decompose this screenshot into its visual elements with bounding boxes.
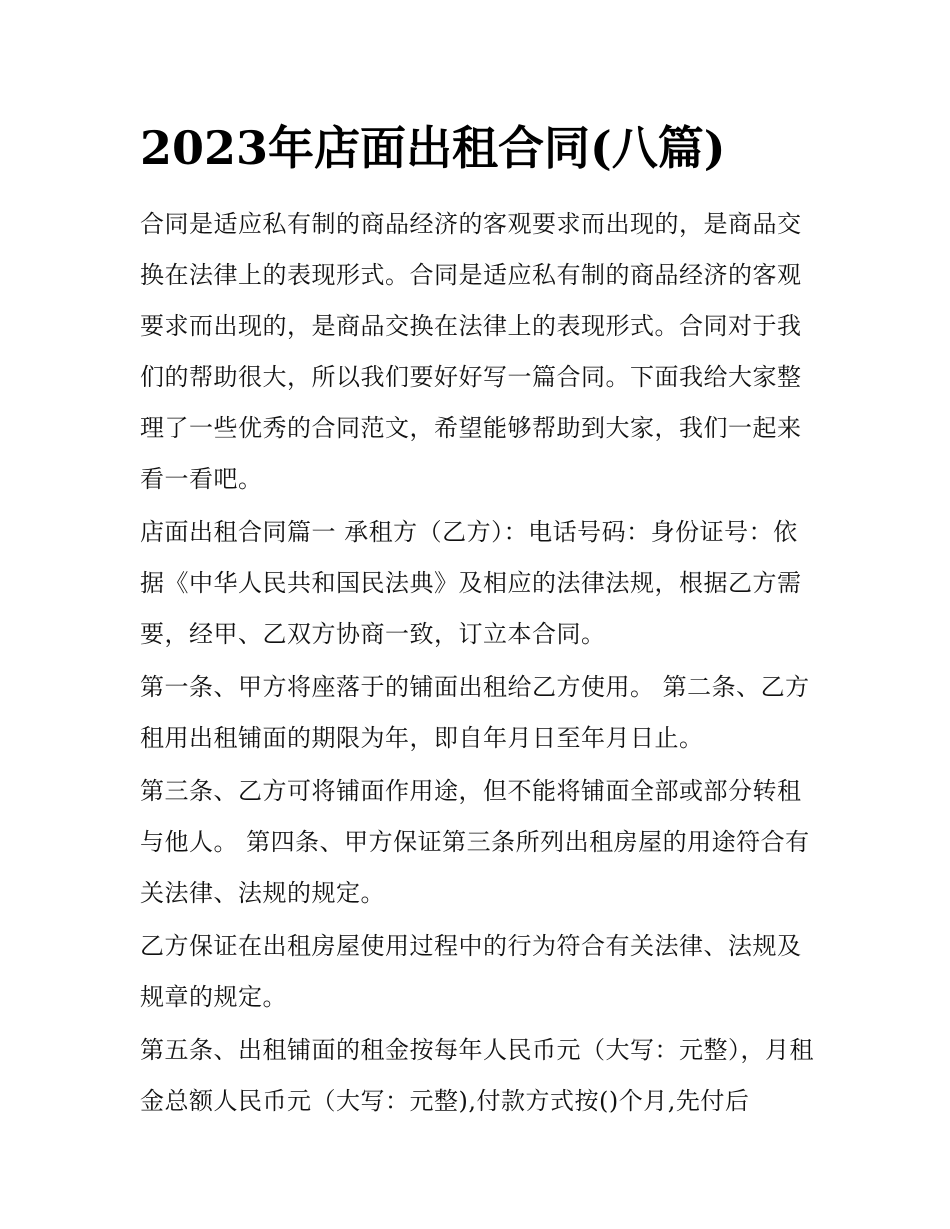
document-body [140, 199, 820, 1129]
paragraph-contract-one-header: 店面出租合同篇一 承租方（乙方）：电话号码：身份证号：依据《中华人民共和国民法典》及相应的法律法规，根据乙方需要，经甲、乙双方协商一致，订立本合同。 [140, 518, 802, 648]
document-title: 2023年店面出租合同(八篇) [140, 121, 726, 175]
paragraph-article-three-four: 第三条、乙方可将铺面作用途，但不能将铺面全部或部分转租与他人。 第四条、甲方保证第三条所列出租房屋的用途符合有关法律、法规的规定。 [140, 777, 810, 907]
paragraph-article-five: 第五条、出租铺面的租金按每年人民币元（大写：元整），月租金总额人民币元（大写：元整),付款方式按()个月,先付后 [140, 1036, 814, 1115]
paragraph-article-one-two: 第一条、甲方将座落于的铺面出租给乙方使用。 第二条、乙方租用出租铺面的期限为年，即自年月日至年月日止。 [140, 673, 810, 752]
paragraph-intro: 合同是适应私有制的商品经济的客观要求而出现的，是商品交换在法律上的表现形式。合同是适应私有制的商品经济的客观要求而出现的，是商品交换在法律上的表现形式。合同对于我们的帮助很大，所以我们要好好写一篇合同。下面我给大家整理了一些优秀的合同范文，希望能够帮助到大家，我们一起来看一看吧。 [140, 210, 802, 493]
paragraph-tenant-guarantee: 乙方保证在出租房屋使用过程中的行为符合有关法律、法规及规章的规定。 [140, 932, 802, 1011]
